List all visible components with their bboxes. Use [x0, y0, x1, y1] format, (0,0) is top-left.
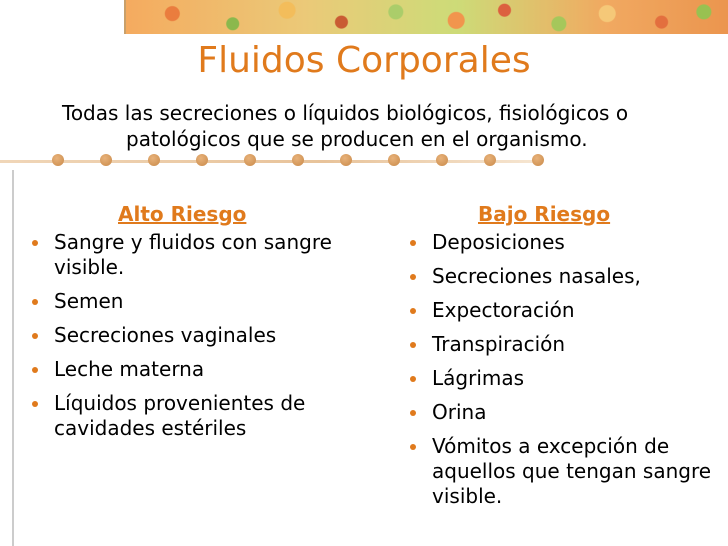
list-item: Vómitos a excepción de aquellos que tengan sangre visible. — [408, 434, 728, 509]
list-item: Orina — [408, 400, 728, 425]
list-item: Líquidos provenientes de cavidades estériles — [30, 391, 350, 441]
banner-divider — [124, 0, 126, 34]
left-rule — [12, 170, 14, 546]
divider-dot — [388, 154, 400, 166]
divider-dot — [340, 154, 352, 166]
high-risk-heading: Alto Riesgo — [118, 202, 247, 226]
divider-dot — [196, 154, 208, 166]
divider-dot — [436, 154, 448, 166]
divider-dot — [100, 154, 112, 166]
dotted-divider — [0, 154, 728, 168]
divider-dot — [484, 154, 496, 166]
decorative-banner — [124, 0, 728, 34]
high-risk-list — [30, 230, 350, 441]
list-item: Secreciones nasales, — [408, 264, 728, 289]
divider-dot — [148, 154, 160, 166]
divider-dot — [532, 154, 544, 166]
low-risk-list — [408, 230, 728, 509]
divider-bar — [0, 160, 540, 163]
divider-dot — [52, 154, 64, 166]
list-item: Leche materna — [30, 357, 350, 382]
divider-dot — [292, 154, 304, 166]
list-item: Transpiración — [408, 332, 728, 357]
list-item: Semen — [30, 289, 350, 314]
list-item: Sangre y fluidos con sangre visible. — [30, 230, 350, 280]
low-risk-heading: Bajo Riesgo — [478, 202, 611, 226]
list-item: Lágrimas — [408, 366, 728, 391]
high-risk-column — [30, 198, 350, 450]
slide-title: Fluidos Corporales — [197, 40, 531, 81]
list-item: Expectoración — [408, 298, 728, 323]
list-item: Deposiciones — [408, 230, 728, 255]
intro-text: Todas las secreciones o líquidos biológicos, fisiológicos o patológicos que se producen en el organismo. — [62, 101, 629, 151]
divider-dot — [244, 154, 256, 166]
low-risk-column — [408, 198, 728, 518]
list-item: Secreciones vaginales — [30, 323, 350, 348]
